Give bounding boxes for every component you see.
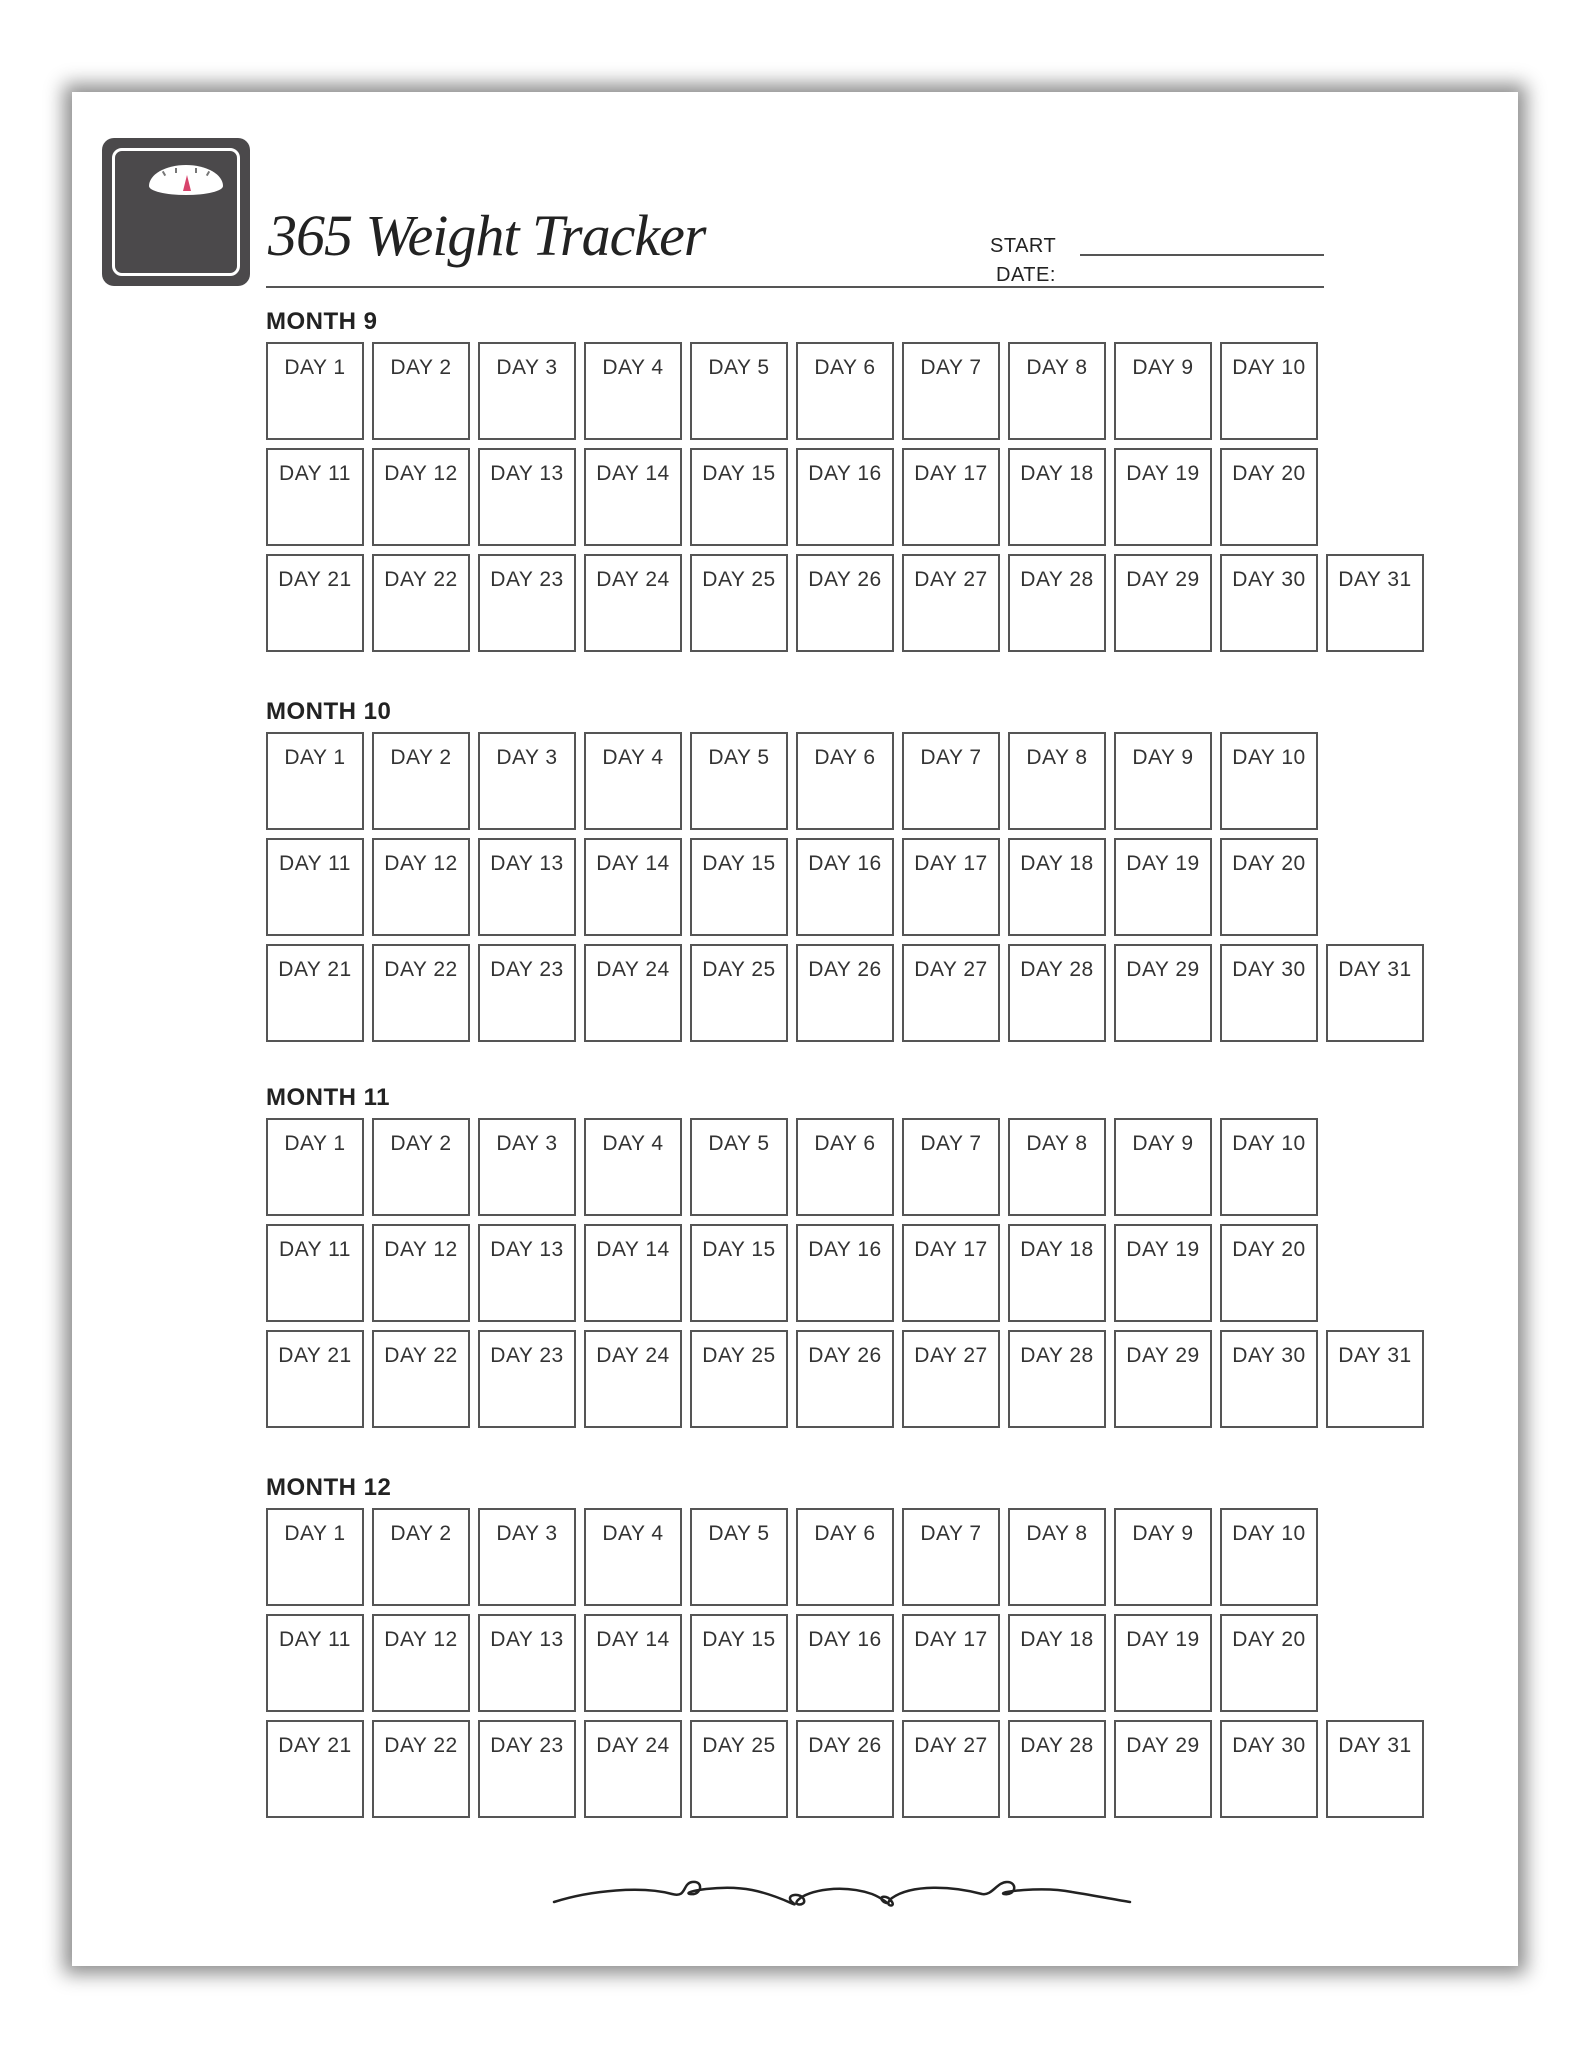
day-cell[interactable]: DAY 10 [1220, 342, 1318, 440]
day-cell[interactable]: DAY 10 [1220, 1508, 1318, 1606]
day-row [266, 448, 1432, 554]
day-cell[interactable]: DAY 9 [1114, 732, 1212, 830]
day-cell[interactable]: DAY 21 [266, 1330, 364, 1428]
day-cell[interactable]: DAY 18 [1008, 1224, 1106, 1322]
day-cell[interactable]: DAY 6 [796, 1118, 894, 1216]
day-cell[interactable]: DAY 11 [266, 838, 364, 936]
day-cell[interactable]: DAY 7 [902, 1118, 1000, 1216]
day-cell[interactable]: DAY 22 [372, 944, 470, 1042]
day-cell[interactable]: DAY 15 [690, 1614, 788, 1712]
month-section [266, 1084, 1432, 1436]
day-cell[interactable]: DAY 19 [1114, 1614, 1212, 1712]
day-cell[interactable]: DAY 22 [372, 554, 470, 652]
month-title: MONTH 12 [266, 1474, 392, 1501]
day-cell[interactable]: DAY 29 [1114, 1330, 1212, 1428]
day-cell[interactable]: DAY 24 [584, 944, 682, 1042]
start-date-label [990, 232, 1056, 290]
day-cell[interactable]: DAY 23 [478, 554, 576, 652]
day-cell[interactable]: DAY 4 [584, 1508, 682, 1606]
day-row [266, 944, 1432, 1050]
start-label-line1: START [990, 235, 1057, 257]
day-cell[interactable]: DAY 3 [478, 1508, 576, 1606]
day-cell[interactable]: DAY 26 [796, 944, 894, 1042]
day-cell[interactable]: DAY 17 [902, 838, 1000, 936]
day-cell[interactable]: DAY 12 [372, 1614, 470, 1712]
day-row [266, 1614, 1432, 1720]
day-cell[interactable]: DAY 23 [478, 944, 576, 1042]
day-cell[interactable]: DAY 6 [796, 342, 894, 440]
day-cell[interactable]: DAY 1 [266, 732, 364, 830]
day-cell[interactable]: DAY 8 [1008, 1118, 1106, 1216]
day-cell[interactable]: DAY 14 [584, 838, 682, 936]
day-cell[interactable]: DAY 5 [690, 1508, 788, 1606]
month-section [266, 698, 1432, 1050]
day-cell[interactable]: DAY 25 [690, 1720, 788, 1818]
day-cell[interactable]: DAY 2 [372, 1118, 470, 1216]
dial-needle [183, 175, 191, 191]
day-cell[interactable]: DAY 31 [1326, 1330, 1424, 1428]
day-cell[interactable]: DAY 13 [478, 1224, 576, 1322]
dial-tick [206, 171, 210, 176]
day-cell[interactable]: DAY 27 [902, 1330, 1000, 1428]
day-cell[interactable]: DAY 13 [478, 838, 576, 936]
day-cell[interactable]: DAY 21 [266, 554, 364, 652]
day-cell[interactable]: DAY 30 [1220, 1330, 1318, 1428]
day-cell[interactable]: DAY 5 [690, 342, 788, 440]
day-cell[interactable]: DAY 26 [796, 1330, 894, 1428]
day-cell[interactable]: DAY 18 [1008, 838, 1106, 936]
dial-tick [162, 171, 166, 176]
start-date-field[interactable] [1080, 254, 1324, 256]
day-cell[interactable]: DAY 25 [690, 1330, 788, 1428]
day-cell[interactable]: DAY 20 [1220, 1614, 1318, 1712]
day-cell[interactable]: DAY 16 [796, 838, 894, 936]
day-cell[interactable]: DAY 8 [1008, 1508, 1106, 1606]
day-cell[interactable]: DAY 30 [1220, 554, 1318, 652]
dial-tick [175, 168, 177, 173]
day-cell[interactable]: DAY 17 [902, 1614, 1000, 1712]
day-row [266, 1330, 1432, 1436]
day-cell[interactable]: DAY 27 [902, 944, 1000, 1042]
day-cell[interactable]: DAY 22 [372, 1330, 470, 1428]
day-cell[interactable]: DAY 7 [902, 1508, 1000, 1606]
day-cell[interactable]: DAY 28 [1008, 554, 1106, 652]
day-cell[interactable]: DAY 9 [1114, 342, 1212, 440]
flourish-divider-icon [552, 1872, 1132, 1922]
day-cell[interactable]: DAY 24 [584, 1330, 682, 1428]
day-cell[interactable]: DAY 10 [1220, 1118, 1318, 1216]
month-section [266, 308, 1432, 660]
day-cell[interactable]: DAY 17 [902, 448, 1000, 546]
day-cell[interactable]: DAY 18 [1008, 448, 1106, 546]
day-cell[interactable]: DAY 20 [1220, 448, 1318, 546]
day-cell[interactable]: DAY 25 [690, 944, 788, 1042]
day-cell[interactable]: DAY 27 [902, 1720, 1000, 1818]
day-cell[interactable]: DAY 29 [1114, 1720, 1212, 1818]
tracker-sheet [72, 92, 1518, 1966]
day-cell[interactable]: DAY 23 [478, 1720, 576, 1818]
day-cell[interactable]: DAY 22 [372, 1720, 470, 1818]
month-title: MONTH 9 [266, 308, 378, 335]
scale-platform [112, 148, 240, 276]
day-cell[interactable]: DAY 4 [584, 1118, 682, 1216]
day-row [266, 342, 1432, 448]
day-cell[interactable]: DAY 28 [1008, 1330, 1106, 1428]
day-cell[interactable]: DAY 27 [902, 554, 1000, 652]
day-cell[interactable]: DAY 20 [1220, 1224, 1318, 1322]
day-cell[interactable]: DAY 29 [1114, 554, 1212, 652]
day-cell[interactable]: DAY 15 [690, 838, 788, 936]
bathroom-scale-icon [102, 138, 250, 286]
day-cell[interactable]: DAY 28 [1008, 1720, 1106, 1818]
day-cell[interactable]: DAY 31 [1326, 554, 1424, 652]
day-row [266, 1224, 1432, 1330]
day-cell[interactable]: DAY 30 [1220, 1720, 1318, 1818]
day-cell[interactable]: DAY 14 [584, 448, 682, 546]
month-section [266, 1474, 1432, 1826]
start-label-line2: DATE: [996, 264, 1056, 286]
day-cell[interactable]: DAY 9 [1114, 1508, 1212, 1606]
day-cell[interactable]: DAY 1 [266, 342, 364, 440]
day-cell[interactable]: DAY 31 [1326, 1720, 1424, 1818]
day-cell[interactable]: DAY 3 [478, 1118, 576, 1216]
day-cell[interactable]: DAY 2 [372, 732, 470, 830]
day-cell[interactable]: DAY 18 [1008, 1614, 1106, 1712]
day-row [266, 732, 1432, 838]
day-cell[interactable]: DAY 15 [690, 448, 788, 546]
day-cell[interactable]: DAY 5 [690, 732, 788, 830]
day-cell[interactable]: DAY 11 [266, 1224, 364, 1322]
page-title: 365 Weight Tracker [268, 203, 706, 268]
day-cell[interactable]: DAY 12 [372, 1224, 470, 1322]
flourish-path [554, 1882, 1130, 1906]
day-cell[interactable]: DAY 6 [796, 1508, 894, 1606]
day-cell[interactable]: DAY 21 [266, 1720, 364, 1818]
day-row [266, 838, 1432, 944]
day-cell[interactable]: DAY 11 [266, 1614, 364, 1712]
day-cell[interactable]: DAY 10 [1220, 732, 1318, 830]
day-cell[interactable]: DAY 7 [902, 732, 1000, 830]
month-title: MONTH 10 [266, 698, 392, 725]
day-cell[interactable]: DAY 8 [1008, 732, 1106, 830]
day-cell[interactable]: DAY 24 [584, 1720, 682, 1818]
day-cell[interactable]: DAY 14 [584, 1224, 682, 1322]
day-cell[interactable]: DAY 3 [478, 342, 576, 440]
day-cell[interactable]: DAY 2 [372, 342, 470, 440]
day-cell[interactable]: DAY 26 [796, 554, 894, 652]
day-cell[interactable]: DAY 4 [584, 342, 682, 440]
day-cell[interactable]: DAY 3 [478, 732, 576, 830]
day-cell[interactable]: DAY 25 [690, 554, 788, 652]
day-cell[interactable]: DAY 8 [1008, 342, 1106, 440]
day-cell[interactable]: DAY 5 [690, 1118, 788, 1216]
day-row [266, 1508, 1432, 1614]
day-cell[interactable]: DAY 31 [1326, 944, 1424, 1042]
day-cell[interactable]: DAY 6 [796, 732, 894, 830]
day-row [266, 1720, 1432, 1826]
day-cell[interactable]: DAY 29 [1114, 944, 1212, 1042]
day-cell[interactable]: DAY 24 [584, 554, 682, 652]
day-cell[interactable]: DAY 9 [1114, 1118, 1212, 1216]
day-cell[interactable]: DAY 16 [796, 448, 894, 546]
day-row [266, 1118, 1432, 1224]
day-cell[interactable]: DAY 16 [796, 1614, 894, 1712]
day-cell[interactable]: DAY 30 [1220, 944, 1318, 1042]
day-cell[interactable]: DAY 23 [478, 1330, 576, 1428]
day-cell[interactable]: DAY 17 [902, 1224, 1000, 1322]
day-cell[interactable]: DAY 28 [1008, 944, 1106, 1042]
day-cell[interactable]: DAY 20 [1220, 838, 1318, 936]
day-cell[interactable]: DAY 21 [266, 944, 364, 1042]
dial-tick [195, 168, 197, 173]
day-cell[interactable]: DAY 11 [266, 448, 364, 546]
day-cell[interactable]: DAY 19 [1114, 838, 1212, 936]
day-cell[interactable]: DAY 13 [478, 448, 576, 546]
day-cell[interactable]: DAY 15 [690, 1224, 788, 1322]
day-cell[interactable]: DAY 14 [584, 1614, 682, 1712]
day-cell[interactable]: DAY 12 [372, 838, 470, 936]
day-cell[interactable]: DAY 13 [478, 1614, 576, 1712]
day-cell[interactable]: DAY 7 [902, 342, 1000, 440]
day-cell[interactable]: DAY 12 [372, 448, 470, 546]
title-underline [266, 286, 1324, 288]
day-cell[interactable]: DAY 19 [1114, 1224, 1212, 1322]
scale-dial [149, 165, 223, 195]
day-row [266, 554, 1432, 660]
day-cell[interactable]: DAY 19 [1114, 448, 1212, 546]
day-cell[interactable]: DAY 4 [584, 732, 682, 830]
day-cell[interactable]: DAY 16 [796, 1224, 894, 1322]
month-title: MONTH 11 [266, 1084, 391, 1111]
day-cell[interactable]: DAY 1 [266, 1508, 364, 1606]
day-cell[interactable]: DAY 26 [796, 1720, 894, 1818]
day-cell[interactable]: DAY 2 [372, 1508, 470, 1606]
day-cell[interactable]: DAY 1 [266, 1118, 364, 1216]
